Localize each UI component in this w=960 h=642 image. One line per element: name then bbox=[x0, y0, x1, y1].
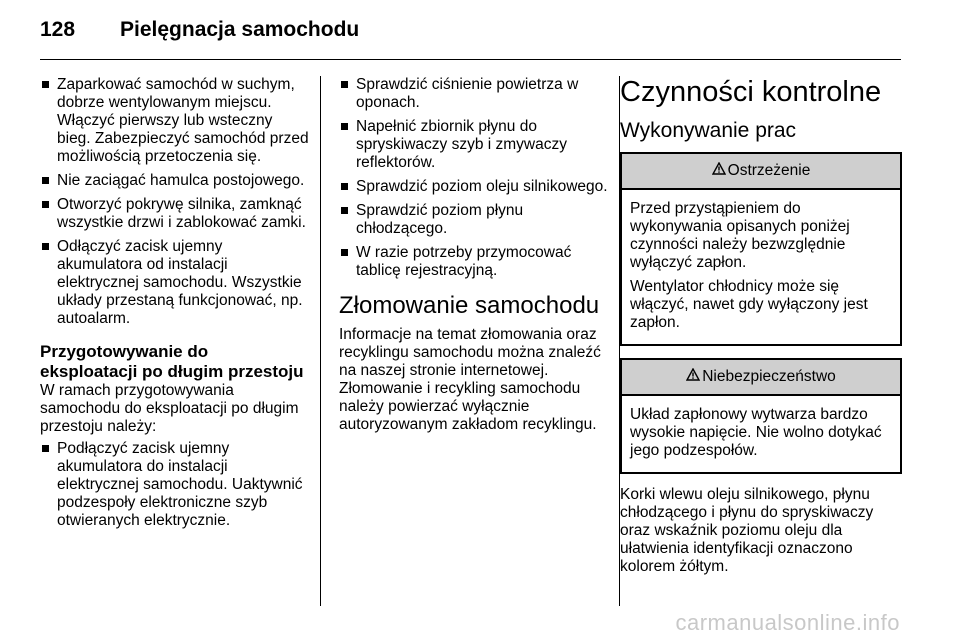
chapter-title: Pielęgnacja samochodu bbox=[120, 18, 360, 41]
list-item: Sprawdzić poziom oleju silnikowego. bbox=[339, 178, 609, 196]
warning-triangle-icon bbox=[712, 162, 726, 180]
list-item: W razie potrzeby przymocować tablicę rejestracyjną. bbox=[339, 244, 609, 280]
paragraph: W ramach przygotowywania samochodu do eksploatacji po długim przestoju należy: bbox=[40, 382, 299, 435]
warning-body bbox=[622, 190, 900, 344]
warning-triangle-icon bbox=[686, 368, 700, 386]
paragraph: Informacje na temat złomowania oraz recyklingu samochodu można znaleźć na naszej stronie internetowej. Złomowanie i recykling samochodu należy powierzać wyłącznie autoryzowanym zakładom recyklingu. bbox=[339, 326, 601, 433]
paragraph: Korki wlewu oleju silnikowego, płynu chłodzącego i płynu do spryskiwaczy oraz wskaźnik poziomu oleju dla ułatwienia identyfikacji oznaczono kolorem żółtym. bbox=[620, 486, 874, 575]
list-item: Zaparkować samochód w suchym, dobrze wentylowanym miejscu. Włączyć pierwszy lub wsteczny bieg. Zabezpieczyć samochód przed możliwością przetoczenia się. bbox=[40, 76, 310, 166]
list-item: Odłączyć zacisk ujemny akumulatora od instalacji elektrycznej samochodu. Wszystkie układy przestaną funkcjonować, np. autoalarm. bbox=[40, 238, 310, 328]
page-number: 128 bbox=[40, 18, 76, 41]
list-item: Napełnić zbiornik płynu do spryskiwaczy szyb i zmywaczy reflektorów. bbox=[339, 118, 609, 172]
danger-paragraph: Układ zapłonowy wytwarza bardzo wysokie napięcie. Nie wolno dotykać jego podzespołów. bbox=[630, 406, 882, 459]
danger-box bbox=[620, 358, 902, 474]
warning-box bbox=[620, 152, 902, 346]
section-heading: Przygotowywanie do eksploatacji po długim przestoju bbox=[40, 342, 304, 381]
section-heading: Złomowanie samochodu bbox=[339, 292, 600, 319]
list-item: Podłączyć zacisk ujemny akumulatora do instalacji elektrycznej samochodu. Uaktywnić podzespoły elektroniczne szyb otwieranych elektrycznie. bbox=[40, 440, 310, 530]
list-item: Nie zaciągać hamulca postojowego. bbox=[40, 172, 310, 190]
section-title: Czynności kontrolne bbox=[620, 76, 882, 108]
list-item: Sprawdzić ciśnienie powietrza w oponach. bbox=[339, 76, 609, 112]
column-divider-1 bbox=[320, 76, 321, 606]
column-1 bbox=[40, 76, 310, 536]
watermark: carmanualsonline.info bbox=[675, 610, 900, 635]
header-rule bbox=[40, 59, 901, 60]
warning-paragraph: Wentylator chłodnicy może się włączyć, nawet gdy wyłączony jest zapłon. bbox=[630, 278, 868, 331]
danger-title: Niebezpieczeństwo bbox=[702, 368, 836, 385]
column-2 bbox=[339, 76, 609, 438]
list-item: Otworzyć pokrywę silnika, zamknąć wszystkie drzwi i zablokować zamki. bbox=[40, 196, 310, 232]
danger-body bbox=[622, 396, 900, 472]
column-3 bbox=[620, 76, 902, 580]
section-subtitle: Wykonywanie prac bbox=[620, 119, 797, 142]
warning-paragraph: Przed przystąpieniem do wykonywania opisanych poniżej czynności należy bezwzględnie wyłączyć zapłon. bbox=[630, 200, 850, 271]
bullet-list bbox=[339, 76, 609, 280]
danger-header bbox=[622, 360, 900, 396]
bullet-list bbox=[40, 76, 310, 328]
bullet-list bbox=[40, 440, 310, 530]
list-item: Sprawdzić poziom płynu chłodzącego. bbox=[339, 202, 609, 238]
page-header bbox=[40, 18, 359, 48]
warning-header bbox=[622, 154, 900, 190]
warning-title: Ostrzeżenie bbox=[727, 162, 811, 179]
